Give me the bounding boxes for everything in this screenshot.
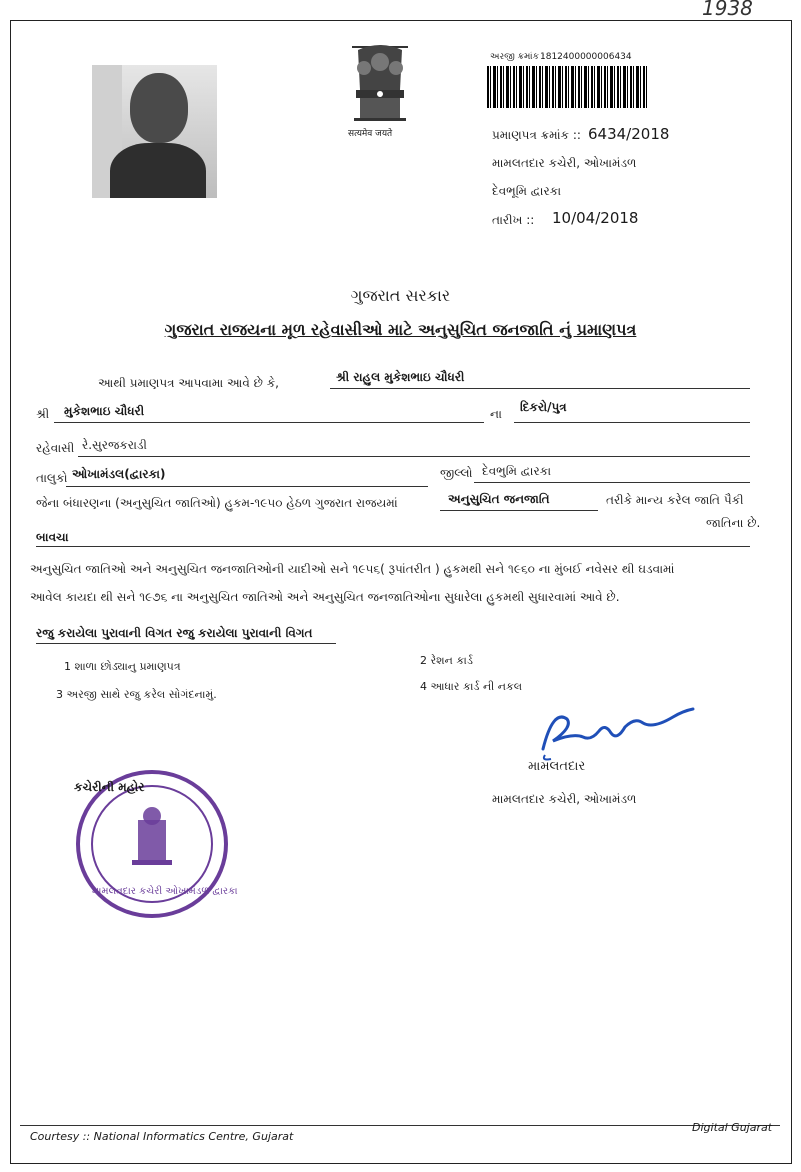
national-emblem-icon xyxy=(340,40,420,140)
district-value: દેવભુમિ દ્વારકા xyxy=(482,464,552,478)
emblem-motto: सत्यमेव जयते xyxy=(348,129,393,139)
evidence-item: 1 શાળા છોડ્યાનુ પ્રમાણપત્ર xyxy=(64,660,181,673)
na-label: ના xyxy=(490,407,502,421)
page-number-mark: 1938 xyxy=(702,0,753,20)
evidence-heading: રજુ કરાયેલા પુરાવાની વિગત રજુ કરાયેલા પુરાવાની વિગત xyxy=(36,626,313,640)
footer-courtesy: Courtesy :: National Informatics Centre, Gujarat xyxy=(30,1130,294,1143)
caste-suffix: જાતિના છે. xyxy=(706,516,761,530)
certificate-number-label: પ્રમાણપત્ર ક્રમાંક :: xyxy=(492,128,581,142)
issuing-district: દેવભૂમિ દ્વારકા xyxy=(492,184,562,198)
legal-paragraph-line2: આવેલ કાયદા થી સને ૧૯૭૬ ના અનુસુચિત જાતિઓ અને અનુસુચિત જનજાતિઓના સુધારેલા હુકમથી સુધારવામાં આવે છે. xyxy=(30,590,620,604)
signatory-office: મામલતદાર કચેરી, ઓખામંડળ xyxy=(492,792,637,806)
issuing-office: મામલતદાર કચેરી, ઓખામંડળ xyxy=(492,156,637,170)
parent-name: મુકેશભાઇ ચૌધરી xyxy=(64,404,145,418)
district-label: જીલ્લો xyxy=(440,466,473,480)
recognized-text: તરીકે માન્ય કરેલ જાતિ પૈકી xyxy=(606,493,744,507)
resident-label: રહેવાસી xyxy=(36,441,75,455)
date-label: તારીખ :: xyxy=(492,213,535,227)
certificate-date: 10/04/2018 xyxy=(552,209,639,227)
certificate-title: ગુજરાત રાજયના મૂળ રહેવાસીઓ માટે અનુસુચિત જનજાતિ નું પ્રમાણપત્ર xyxy=(164,320,637,339)
application-number: 1812400000006434 xyxy=(540,52,632,62)
application-label: અરજી ક્રમાંક : xyxy=(490,52,545,62)
resident-value: રે.સુરજકરાડી xyxy=(82,438,147,452)
footer-brand: Digital Gujarat xyxy=(692,1121,773,1134)
intro-text: આથી પ્રમાણપત્ર આપવામા આવે છે કે, xyxy=(98,376,279,390)
taluka-label: તાલુકો xyxy=(36,471,68,485)
category: અનુસુચિત જનજાતિ xyxy=(448,492,550,506)
certificate-number: 6434/2018 xyxy=(588,125,670,143)
application-barcode xyxy=(487,66,649,108)
relation: દિકરો/પુત્ર xyxy=(520,400,567,414)
legal-paragraph-line1: અનુસુચિત જાતિઓ અને અનુસુચિત જનજાતિઓની યાદીઓ સને ૧૯૫૬( રૂપાંતરીત ) હુકમથી સને ૧૯૬૦ ના મુંબઈ નવેસર થી ઘડવામાં xyxy=(30,562,675,576)
government-heading: ગુજરાત સરકાર xyxy=(350,286,451,305)
office-seal-label: કચેરીની મહોર xyxy=(74,780,145,794)
mamlatdar-signature xyxy=(535,705,705,765)
evidence-item: 3 અરજી સાથે રજુ કરેલ સોગંદનામું. xyxy=(56,688,217,701)
applicant-photo xyxy=(92,65,217,198)
holder-name: શ્રી રાહુલ મુકેશભાઇ ચૌધરી xyxy=(336,370,465,384)
caste: બાવચા xyxy=(36,530,69,544)
signatory-title: મામલતદાર xyxy=(528,759,586,774)
shri-label: શ્રી xyxy=(36,407,50,421)
taluka-value: ઓખામંડલ(દ્વારકા) xyxy=(72,467,166,481)
evidence-item: 2 રેશન કાર્ડ xyxy=(420,654,473,667)
constitution-text: જેના બંધારણના (અનુસુચિત જાતિઓ) હુકમ-૧૯૫૦ હેઠળ ગુજરાત રાજયમાં xyxy=(36,496,398,510)
seal-text: મામલતદાર કચેરી ઓખામંડળ દ્વારકા xyxy=(92,886,238,897)
evidence-item: 4 આધાર કાર્ડ ની નકલ xyxy=(420,680,523,693)
